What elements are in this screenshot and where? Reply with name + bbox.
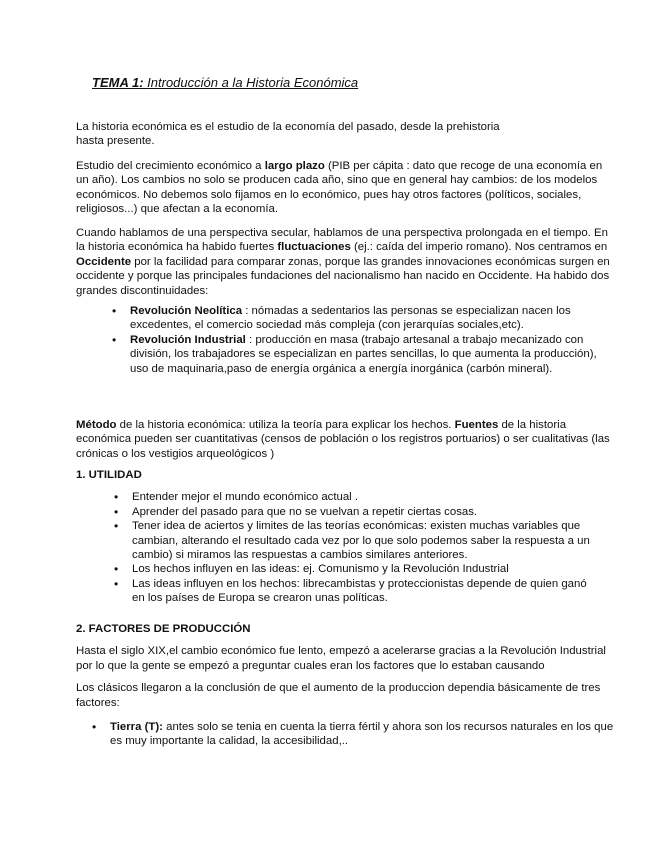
list-item: • Aprender del pasado para que no se vuelvan a repetir ciertas cosas. bbox=[76, 505, 601, 519]
section-utilidad bbox=[76, 468, 615, 606]
revoluciones-list bbox=[76, 304, 615, 376]
list-item: • Tener idea de aciertos y limites de las teorías económicas: existen muchas variables que cambian, alterando el resultado cada vez por lo que solo podemos saber la respuesta a un cambio) si miramos las respuestas a cambios similares anteriores. bbox=[76, 519, 601, 562]
p3-text-e: por la facilidad para comparar zonas, porque las grandes innovaciones económicas surgen en occidente y porque las principales fundaciones del nacionalismo han nacido en Occidente. Ha habido dos grandes discontinuidades: bbox=[76, 255, 610, 297]
revolucion-industrial-term: Revolución Industrial bbox=[130, 333, 246, 346]
p4-bold-metodo: Método bbox=[76, 419, 117, 431]
p4-text-b: de la historia económica: utiliza la teoría para explicar los hechos. bbox=[116, 419, 455, 431]
list-item-tierra bbox=[76, 720, 615, 749]
section-heading-utilidad: 1. UTILIDAD bbox=[76, 469, 142, 481]
factor-tierra-text: antes solo se tenia en cuenta la tierra fértil y ahora son los recursos naturales en los que es muy importante la calidad, la accesibilidad,.. bbox=[110, 721, 614, 748]
factores-paragraph-1: Hasta el siglo XIX,el cambio económico fue lento, empezó a acelerarse gracias a la Revolución Industrial por lo que la gente se empezó a preguntar cuales eran los factores que lo estaban causando bbox=[76, 645, 606, 672]
p2-bold-largo-plazo: largo plazo bbox=[264, 160, 325, 172]
p3-text-c: (ej.: caída del imperio romano). Nos centramos en bbox=[350, 241, 608, 254]
revolucion-neolitica-term: Revolución Neolítica bbox=[130, 305, 243, 317]
list-item: • Los hechos influyen en las ideas: ej. Comunismo y la Revolución Industrial bbox=[76, 562, 601, 576]
p4-text-d: de la historia económica pueden ser cuantitativas (censos de población o los registros portuarios) o ser cualitativas (las crónicas o los vestigios arqueológicos ) bbox=[76, 419, 610, 460]
intro-paragraph bbox=[76, 120, 615, 149]
paragraph-definition: La historia económica es el estudio de la economía del pasado, desde la prehistoria hasta presente. bbox=[76, 121, 500, 148]
revolucion-neolitica-text: : nómadas a sedentarios las personas se especializan nacen los excedentes, el comercio sociedad más compleja (con jerarquías sociales,etc). bbox=[130, 305, 571, 332]
paragraph-secular bbox=[76, 226, 615, 298]
p3-bold-fluctuaciones: fluctuaciones bbox=[277, 241, 351, 254]
p4-bold-fuentes: Fuentes bbox=[454, 419, 499, 431]
factores-paragraph-2: Los clásicos llegaron a la conclusión de que el aumento de la produccion dependia básicamente de tres factores: bbox=[76, 682, 601, 709]
page-title bbox=[92, 76, 358, 90]
section-heading-factores: 2. FACTORES DE PRODUCCIÓN bbox=[76, 623, 251, 635]
paragraph-metodo bbox=[76, 418, 615, 461]
title-number: TEMA 1: bbox=[92, 75, 144, 90]
list-item: • Las ideas influyen en los hechos: librecambistas y proteccionistas depende de quien ganó en los países de Europa se crearon unas políticas. bbox=[76, 577, 601, 606]
p3-text-a: Cuando hablamos de una perspectiva secular, hablamos de una perspectiva prolongada en el tiempo. En la historia económica ha habido fuertes bbox=[76, 227, 608, 254]
list-item-neolitica bbox=[76, 304, 607, 333]
factor-tierra-term: Tierra (T): bbox=[110, 721, 163, 734]
list-item: • Entender mejor el mundo económico actual . bbox=[76, 490, 601, 504]
p2-text-c: (PIB per cápita : dato que recoge de una economía en un año). Los cambios no solo se producen cada año, sino que en general hay cambios: de los modelos económicos. No debemos solo fijamos en lo económico, pues hay otros factores (políticos, sociales, religiosos...) que afectan a la economía. bbox=[76, 160, 603, 216]
revolucion-industrial-text: : producción en masa (trabajo artesanal a trabajo mecanizado con división, los trabajadores se especializan en partes sencillas, lo que aumenta la producción), uso de maquinaria,paso de energía orgánica a energía inorgánica (carbón mineral). bbox=[130, 333, 597, 375]
p2-text-a: Estudio del crecimiento económico a bbox=[76, 160, 265, 172]
title-text: Introducción a la Historia Económica bbox=[147, 75, 359, 90]
list-item-industrial bbox=[76, 333, 607, 376]
paragraph-growth bbox=[76, 159, 615, 217]
p3-bold-occidente: Occidente bbox=[76, 255, 132, 268]
section-factores bbox=[76, 622, 615, 749]
